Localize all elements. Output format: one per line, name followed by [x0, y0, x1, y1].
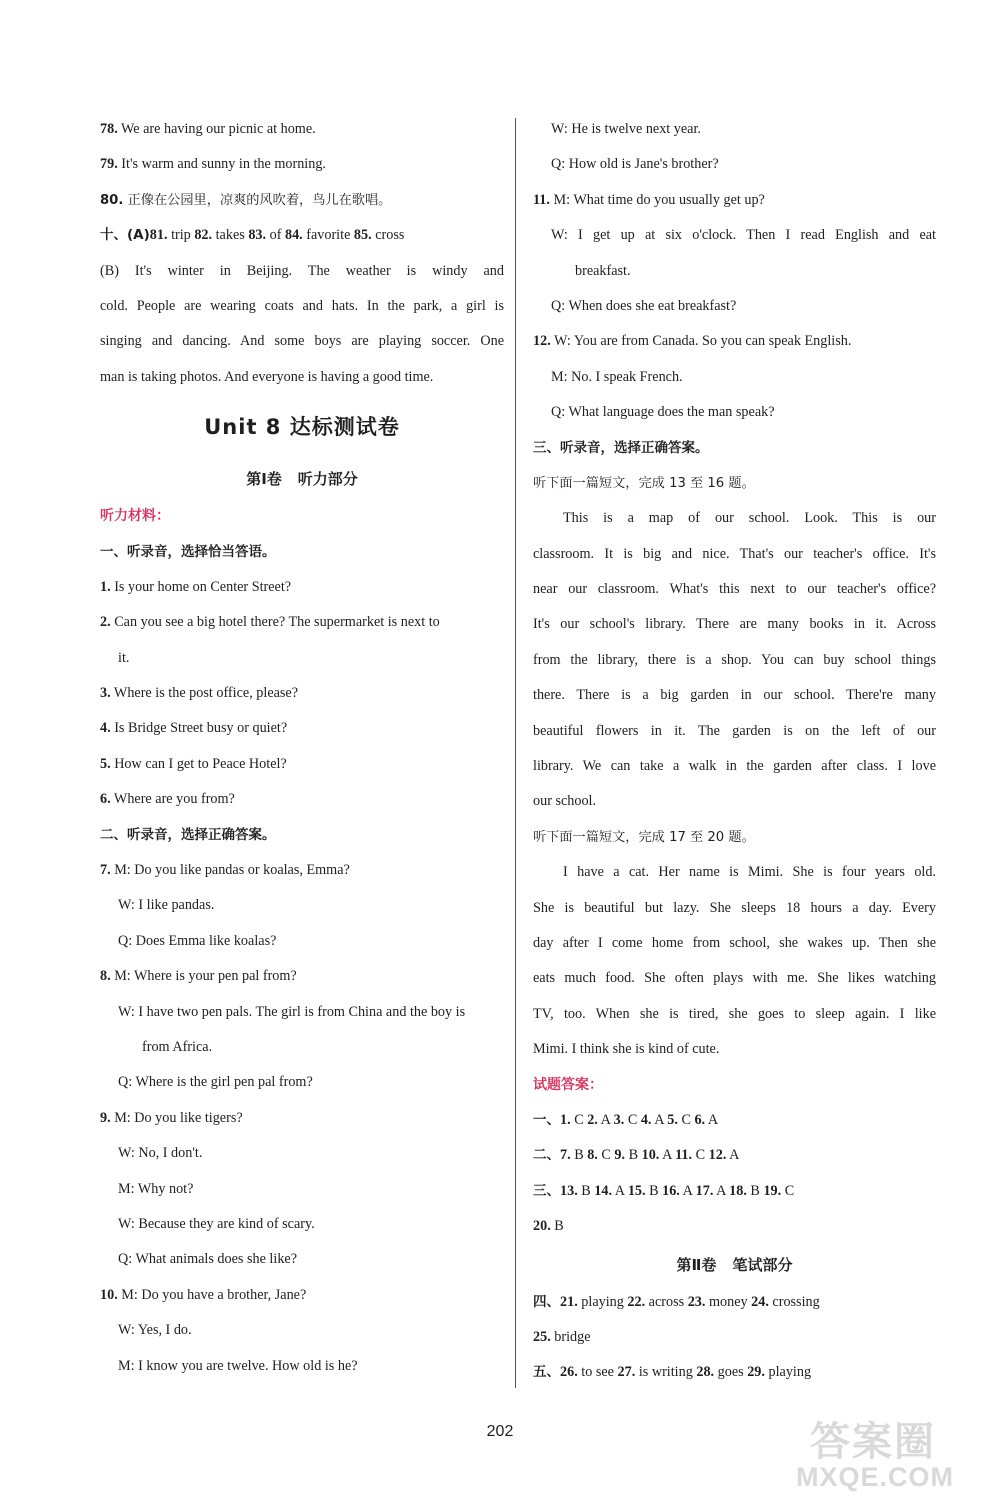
- line-text: W: He is twelve next year.: [551, 121, 701, 137]
- text-line: [533, 926, 936, 961]
- line-text: it.: [118, 649, 130, 666]
- line-text: We are having our picnic at home.: [117, 121, 316, 137]
- text-line: [533, 360, 936, 395]
- item-number: 3.: [100, 685, 111, 702]
- line-text: from the library, there is a shop. You can buy school things: [533, 651, 936, 668]
- line-text: (B) It's winter in Beijing. The weather is windy and: [100, 262, 504, 279]
- line-text: B: [645, 1182, 663, 1199]
- line-text: C: [692, 1147, 709, 1164]
- line-text: A: [679, 1182, 696, 1199]
- questions-7-10: [100, 853, 504, 1384]
- watermark-en: MXQE.COM: [796, 1462, 955, 1492]
- text-line: [533, 501, 936, 536]
- line-text: from Africa.: [142, 1038, 213, 1055]
- text-line: [100, 183, 504, 218]
- line-text: W: I like pandas.: [118, 897, 215, 914]
- item-number: 1.: [560, 1111, 571, 1128]
- text-line: [533, 572, 936, 607]
- text-line: [100, 888, 504, 923]
- text-line: [533, 395, 936, 430]
- text-line: [533, 749, 936, 784]
- text-line: [100, 959, 504, 994]
- line-text: singing and dancing. And some boys are playing soccer. One: [100, 333, 504, 350]
- line-text: A: [713, 1182, 730, 1199]
- line-text: C: [781, 1182, 795, 1199]
- item-number: 8.: [587, 1147, 598, 1164]
- text-line: [100, 254, 504, 289]
- text-line: [100, 1242, 504, 1277]
- item-number: 25.: [533, 1328, 551, 1345]
- text-line: [533, 891, 936, 926]
- line-text: A: [612, 1182, 628, 1199]
- line-text: to see: [577, 1364, 618, 1381]
- line-text: W: No, I don't.: [118, 1145, 203, 1162]
- line-text: Q: How old is Jane's brother?: [551, 156, 719, 173]
- line-text: W: You are from Canada. So you can speak English.: [550, 333, 852, 350]
- line-text: goes: [714, 1364, 748, 1381]
- item-number: 4.: [640, 1111, 652, 1128]
- item-number: 29.: [747, 1364, 765, 1381]
- line-text: M: What time do you usually get up?: [549, 191, 765, 208]
- text-line: [100, 289, 504, 324]
- line-text: Q: What animals does she like?: [118, 1251, 298, 1268]
- page-number: 202: [486, 1423, 514, 1440]
- line-text: of: [266, 227, 285, 244]
- line-text: day after I come home from school, she wakes up. Then she: [533, 934, 936, 951]
- line-text: Is Bridge Street busy or quiet?: [110, 720, 288, 737]
- line-text: Q: Does Emma like koalas?: [118, 932, 277, 949]
- text-line: [100, 1172, 504, 1207]
- text-line: [533, 607, 936, 642]
- text-line: [533, 1320, 936, 1355]
- item-number: 6.: [694, 1111, 706, 1128]
- item-number: 13.: [560, 1182, 578, 1199]
- passage-2: [533, 855, 936, 1067]
- line-text: Can you see a big hotel there? The supermarket is next to: [110, 614, 440, 631]
- text-line: [533, 147, 936, 182]
- line-text: man is taking photos. And everyone is having a good time.: [100, 368, 434, 385]
- section-1-heading: 一、听录音，选择恰当答语。: [100, 543, 276, 560]
- text-line: [533, 1174, 936, 1209]
- text-line: [100, 853, 504, 888]
- item-number: 11.: [675, 1147, 693, 1164]
- text-line: [100, 1349, 504, 1384]
- line-text: TV, too. When she is tired, she goes to sleep again. I like: [533, 1005, 936, 1022]
- item-number: 10.: [100, 1286, 118, 1303]
- item-number: 78.: [100, 121, 118, 137]
- line-text: Q: Where is the girl pen pal from?: [118, 1074, 313, 1091]
- item-number: 8.: [100, 968, 111, 985]
- item-number: 85.: [353, 227, 372, 244]
- item-number: 5.: [100, 755, 111, 772]
- line-text: 一、: [533, 1111, 560, 1128]
- item-number: 7.: [100, 862, 111, 879]
- line-text: near our classroom. What's this next to our teacher's office?: [533, 581, 936, 598]
- item-number: 22.: [627, 1293, 646, 1310]
- line-text: playing: [577, 1293, 628, 1310]
- text-line: [100, 605, 504, 640]
- watermark-cn: 答案圈: [810, 1419, 936, 1465]
- text-line: [533, 1209, 936, 1244]
- line-text: cross: [371, 227, 405, 244]
- line-text: 五、: [533, 1364, 560, 1381]
- line-text: favorite: [302, 227, 354, 244]
- listening-label: 听力材料：: [100, 508, 170, 525]
- text-line: [100, 1207, 504, 1242]
- line-text: 四、: [533, 1293, 560, 1310]
- part2-title: [533, 1245, 936, 1285]
- text-line: [100, 324, 504, 359]
- answer-lines: [100, 112, 504, 395]
- item-number: 9.: [100, 1109, 111, 1126]
- text-line: [100, 1313, 504, 1348]
- item-number: 6.: [100, 791, 111, 808]
- text-line: [533, 1032, 936, 1067]
- item-number: 27.: [617, 1364, 636, 1381]
- line-text: C: [624, 1111, 641, 1128]
- line-text: W: I have two pen pals. The girl is from China and the boy is: [118, 1003, 466, 1020]
- questions-1-6: [100, 570, 504, 818]
- item-number: 19.: [763, 1182, 782, 1199]
- text-line: [533, 218, 936, 253]
- line-text: M: No. I speak French.: [551, 368, 683, 385]
- text-line: [100, 676, 504, 711]
- line-text: B: [577, 1182, 595, 1199]
- text-line: [533, 1285, 936, 1320]
- text-line: [533, 1138, 936, 1173]
- item-number: 20.: [533, 1218, 551, 1235]
- item-number: 80.: [100, 192, 124, 208]
- watermark-logo: [790, 1410, 990, 1498]
- item-number: 82.: [194, 227, 213, 244]
- item-number: 7.: [560, 1147, 571, 1164]
- text-line: [533, 1103, 936, 1138]
- line-text: across: [645, 1293, 688, 1310]
- line-text: W: I get up at six o'clock. Then I read English and eat: [551, 227, 936, 244]
- item-number: 3.: [613, 1111, 625, 1128]
- text-line: [100, 1278, 504, 1313]
- line-text: She is beautiful but lazy. She sleeps 18 hours a day. Every: [533, 899, 936, 916]
- text-line: [533, 997, 936, 1032]
- text-line: [533, 289, 936, 324]
- line-text: takes: [212, 227, 249, 244]
- item-number: 4.: [100, 720, 111, 737]
- part1-title-label: 第Ⅰ卷: [246, 470, 282, 489]
- item-number: 2.: [587, 1111, 598, 1128]
- line-text: Where is the post office, please?: [110, 685, 299, 702]
- line-text: A: [659, 1147, 676, 1164]
- line-text: How can I get to Peace Hotel?: [110, 755, 287, 772]
- line-text: A: [705, 1111, 719, 1128]
- passage-1-intro: 听下面一篇短文，完成 13 至 16 题。: [533, 475, 755, 491]
- part1-title-name: 听力部分: [297, 470, 358, 489]
- unit-title: Unit 8 达标测试卷: [204, 415, 400, 440]
- column-divider: [515, 118, 516, 1388]
- left-column: [100, 112, 504, 1384]
- line-text: eats much food. She often plays with me. She likes watching: [533, 970, 936, 987]
- text-line: [100, 147, 504, 182]
- line-text: 二、: [533, 1147, 560, 1164]
- section-3-heading: 三、听录音，选择正确答案。: [533, 439, 709, 456]
- text-line: [533, 784, 936, 819]
- item-number: 84.: [284, 227, 303, 244]
- text-line: [100, 924, 504, 959]
- item-number: 12.: [708, 1147, 727, 1164]
- text-line: [533, 961, 936, 996]
- line-text: M: Why not?: [118, 1180, 194, 1197]
- text-line: [100, 1065, 504, 1100]
- text-line: [100, 218, 504, 253]
- item-number: 81.: [149, 227, 168, 244]
- text-line: [100, 995, 504, 1030]
- item-number: 83.: [248, 227, 267, 244]
- line-text: W: Yes, I do.: [118, 1322, 192, 1339]
- line-text: M: Do you like tigers?: [110, 1109, 243, 1126]
- line-text: breakfast.: [575, 262, 631, 279]
- item-number: 14.: [594, 1182, 613, 1199]
- line-text: C: [570, 1111, 588, 1128]
- line-text: M: Where is your pen pal from?: [110, 968, 297, 985]
- item-number: 18.: [729, 1182, 747, 1199]
- text-line: [533, 254, 936, 289]
- text-line: [100, 747, 504, 782]
- item-number: 16.: [662, 1182, 680, 1199]
- text-line: [533, 324, 936, 359]
- line-text: M: Do you have a brother, Jane?: [117, 1286, 307, 1303]
- item-number: 28.: [696, 1364, 715, 1381]
- line-text: B: [625, 1147, 642, 1164]
- line-text: beautiful flowers in it. The garden is on the left of our: [533, 722, 936, 739]
- part2-title-name: 笔试部分: [732, 1255, 793, 1274]
- line-text: C: [677, 1111, 695, 1128]
- line-text: 正像在公园里，凉爽的风吹着，鸟儿在歌唱。: [123, 192, 392, 208]
- text-line: [100, 1101, 504, 1136]
- line-text: It's warm and sunny in the morning.: [117, 156, 326, 173]
- item-number: 10.: [641, 1147, 660, 1164]
- line-text: Is your home on Center Street?: [110, 578, 292, 595]
- text-line: [533, 855, 936, 890]
- dialogue-continued: [533, 112, 936, 431]
- text-line: [100, 1136, 504, 1171]
- text-line: [533, 112, 936, 147]
- text-line: [100, 570, 504, 605]
- item-number: 17.: [695, 1182, 714, 1199]
- text-line: [100, 1030, 504, 1065]
- line-text: M: I know you are twelve. How old is he?: [118, 1357, 358, 1374]
- text-line: [533, 643, 936, 678]
- text-line: [533, 1355, 936, 1390]
- section-2-heading: 二、听录音，选择正确答案。: [100, 826, 276, 843]
- part1-title: [100, 459, 504, 499]
- item-number: 12.: [533, 333, 551, 350]
- line-text: M: Do you like pandas or koalas, Emma?: [110, 862, 350, 879]
- line-text: there. There is a big garden in our school. There're many: [533, 687, 936, 704]
- text-line: [100, 360, 504, 395]
- writing-answers: [533, 1285, 936, 1391]
- line-text: classroom. It is big and nice. That's our teacher's office. It's: [533, 545, 936, 562]
- item-number: 24.: [751, 1293, 769, 1310]
- line-text: our school.: [533, 793, 597, 810]
- answers-label: 试题答案：: [533, 1076, 603, 1093]
- item-number: 79.: [100, 156, 118, 173]
- text-line: [100, 782, 504, 817]
- item-number: 23.: [687, 1293, 706, 1310]
- line-text: cold. People are wearing coats and hats. In the park, a girl is: [100, 297, 504, 314]
- line-text: B: [570, 1147, 588, 1164]
- line-text: Mimi. I think she is kind of cute.: [533, 1041, 720, 1058]
- right-column: [533, 112, 936, 1391]
- text-line: [100, 112, 504, 147]
- text-line: [533, 714, 936, 749]
- line-text: is writing: [635, 1364, 697, 1381]
- line-text: 三、: [533, 1182, 560, 1199]
- line-text: 十、(A): [100, 227, 150, 244]
- part2-title-label: 第Ⅱ卷: [676, 1255, 717, 1274]
- line-text: Where are you from?: [110, 791, 235, 808]
- line-text: C: [597, 1147, 615, 1164]
- line-text: It's our school's library. There are many books in it. Across: [533, 616, 936, 633]
- item-number: 15.: [627, 1182, 646, 1199]
- line-text: A: [597, 1111, 614, 1128]
- text-line: [100, 641, 504, 676]
- line-text: library. We can take a walk in the garden after class. I love: [533, 758, 936, 775]
- line-text: bridge: [550, 1328, 591, 1345]
- item-number: 1.: [100, 578, 111, 595]
- item-number: 2.: [100, 614, 111, 631]
- line-text: trip: [167, 227, 195, 244]
- passage-1: [533, 501, 936, 820]
- text-line: [533, 183, 936, 218]
- line-text: This is a map of our school. Look. This is our: [563, 510, 936, 527]
- line-text: W: Because they are kind of scary.: [118, 1215, 315, 1232]
- text-line: [533, 678, 936, 713]
- line-text: crossing: [768, 1293, 820, 1310]
- line-text: A: [726, 1147, 740, 1164]
- text-line: [533, 537, 936, 572]
- item-number: 9.: [614, 1147, 626, 1164]
- line-text: B: [746, 1182, 764, 1199]
- line-text: Q: When does she eat breakfast?: [551, 297, 737, 314]
- line-text: money: [705, 1293, 752, 1310]
- item-number: 5.: [667, 1111, 678, 1128]
- line-text: I have a cat. Her name is Mimi. She is four years old.: [563, 864, 936, 881]
- line-text: B: [550, 1218, 564, 1235]
- item-number: 21.: [560, 1293, 578, 1310]
- passage-2-intro: 听下面一篇短文，完成 17 至 20 题。: [533, 829, 755, 845]
- answer-key: [533, 1103, 936, 1245]
- line-text: playing: [764, 1364, 812, 1381]
- text-line: [100, 711, 504, 746]
- item-number: 11.: [533, 191, 550, 208]
- item-number: 26.: [560, 1364, 578, 1381]
- line-text: Q: What language does the man speak?: [551, 404, 775, 421]
- line-text: A: [651, 1111, 668, 1128]
